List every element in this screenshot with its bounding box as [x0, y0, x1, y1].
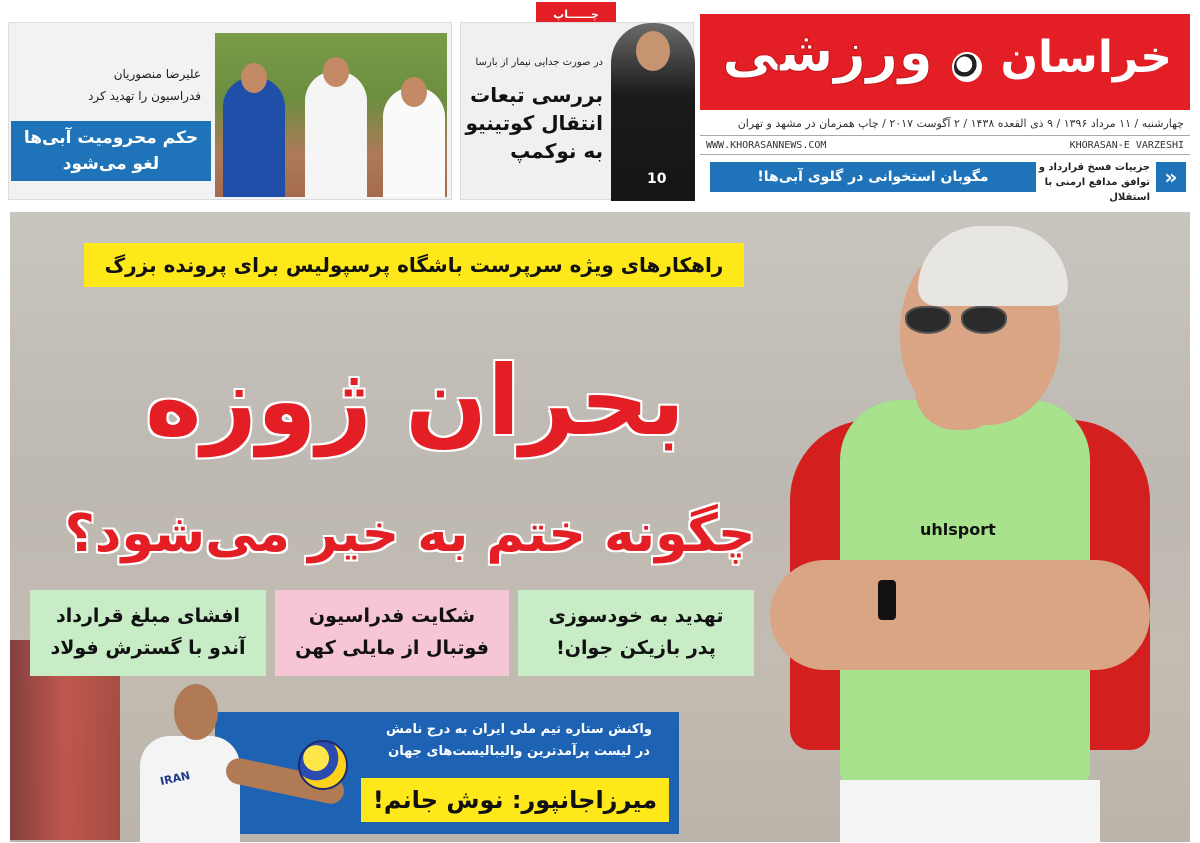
jersey-text: IRAN — [158, 768, 192, 789]
player-jersey — [140, 736, 240, 843]
shirt-brand: uhlsport — [920, 520, 996, 539]
player-head — [174, 684, 218, 740]
lens — [961, 306, 1007, 334]
story-headline — [463, 81, 603, 165]
coach-arms — [770, 560, 1150, 670]
ticker-headline[interactable]: مگوبان استخوانی در گلوی آبی‌ها! — [710, 162, 1036, 192]
ticker-strip — [700, 158, 1190, 203]
story-kicker: در صورت جدایی نیمار از بارسا — [475, 57, 603, 68]
person-figure — [305, 71, 367, 197]
story-line: آندو با گسترش فولاد — [50, 637, 246, 659]
watch-icon — [878, 580, 896, 620]
masthead-logo[interactable] — [700, 14, 1190, 110]
main-subheadline: چگونه ختم به خیر می‌شود؟ — [64, 504, 756, 564]
coutinho-story[interactable] — [460, 22, 694, 200]
headline-line: لغو می‌شود — [62, 154, 160, 174]
brand-primary: خراسان — [1000, 32, 1172, 83]
story-box[interactable] — [518, 590, 754, 676]
story-kicker: علیرضا منصوریان — [113, 67, 201, 81]
story-headline — [11, 121, 211, 181]
esteghlal-story[interactable] — [8, 22, 452, 200]
main-kicker: راهکارهای ویژه سرپرست باشگاه پرسپولیس برای پرونده بزرگ — [84, 243, 744, 287]
ticker-side-line: جزییات فسخ قرارداد و — [1038, 162, 1150, 173]
brand-latin: KHORASAN-E VARZESHI — [1069, 139, 1184, 151]
story-line: تهدید به خودسوزی — [548, 605, 724, 627]
headline-line: انتقال کوتینیو — [465, 111, 603, 135]
team-photo — [215, 33, 447, 197]
ticker-side-text — [1032, 160, 1150, 203]
headline-line: به نوکمپ — [510, 139, 603, 163]
print-tag: چــــــاپ — [536, 2, 616, 28]
person-figure — [223, 77, 285, 197]
story-line: پدر بازیکن جوان! — [556, 637, 716, 659]
coach-pants — [840, 780, 1100, 842]
story-box[interactable] — [275, 590, 509, 676]
url-bar — [700, 135, 1190, 155]
person-head — [401, 77, 427, 107]
brand-secondary: ورزشی — [722, 20, 934, 85]
volleyball-icon — [298, 740, 348, 790]
shirt-number: 10 — [647, 171, 667, 187]
story-line: افشای مبلغ قرارداد — [55, 605, 241, 627]
main-headline[interactable]: بحران ژوزه — [144, 345, 686, 457]
headline-line: حکم محرومیت آبی‌ها — [23, 128, 199, 148]
story-kicker: واکنش ستاره تیم ملی ایران به درج نامش — [386, 722, 652, 737]
coach-photo — [770, 380, 1150, 842]
headline-line: بررسی تبعات — [470, 83, 603, 107]
player-head — [636, 31, 670, 71]
story-kicker: فدراسیون را تهدید کرد — [88, 89, 201, 103]
football-icon — [952, 52, 982, 82]
story-box[interactable] — [30, 590, 266, 676]
story-line: شکایت فدراسیون — [308, 605, 476, 627]
dateline: چهارشنبه / ۱۱ مرداد ۱۳۹۶ / ۹ ذی القعده ۱۴۳۸ / ۲ آگوست ۲۰۱۷ / چاپ همزمان در مشهد و تهران — [737, 117, 1184, 130]
ticker-side-line: توافق مدافع ارمنی با استقلال — [1044, 177, 1150, 203]
story-line: فوتبال از مایلی کهن — [295, 637, 489, 659]
double-chevron-left-icon[interactable]: « — [1156, 162, 1186, 192]
person-head — [323, 57, 349, 87]
person-head — [241, 63, 267, 93]
website-url[interactable]: WWW.KHORASANNEWS.COM — [706, 139, 827, 151]
story-kicker: در لیست پرآمدترین والیبالیست‌های جهان — [388, 744, 650, 759]
lens — [905, 306, 951, 334]
story-headline: میرزاجانپور: نوش جانم! — [361, 778, 669, 822]
sunglasses-icon — [905, 306, 1015, 336]
